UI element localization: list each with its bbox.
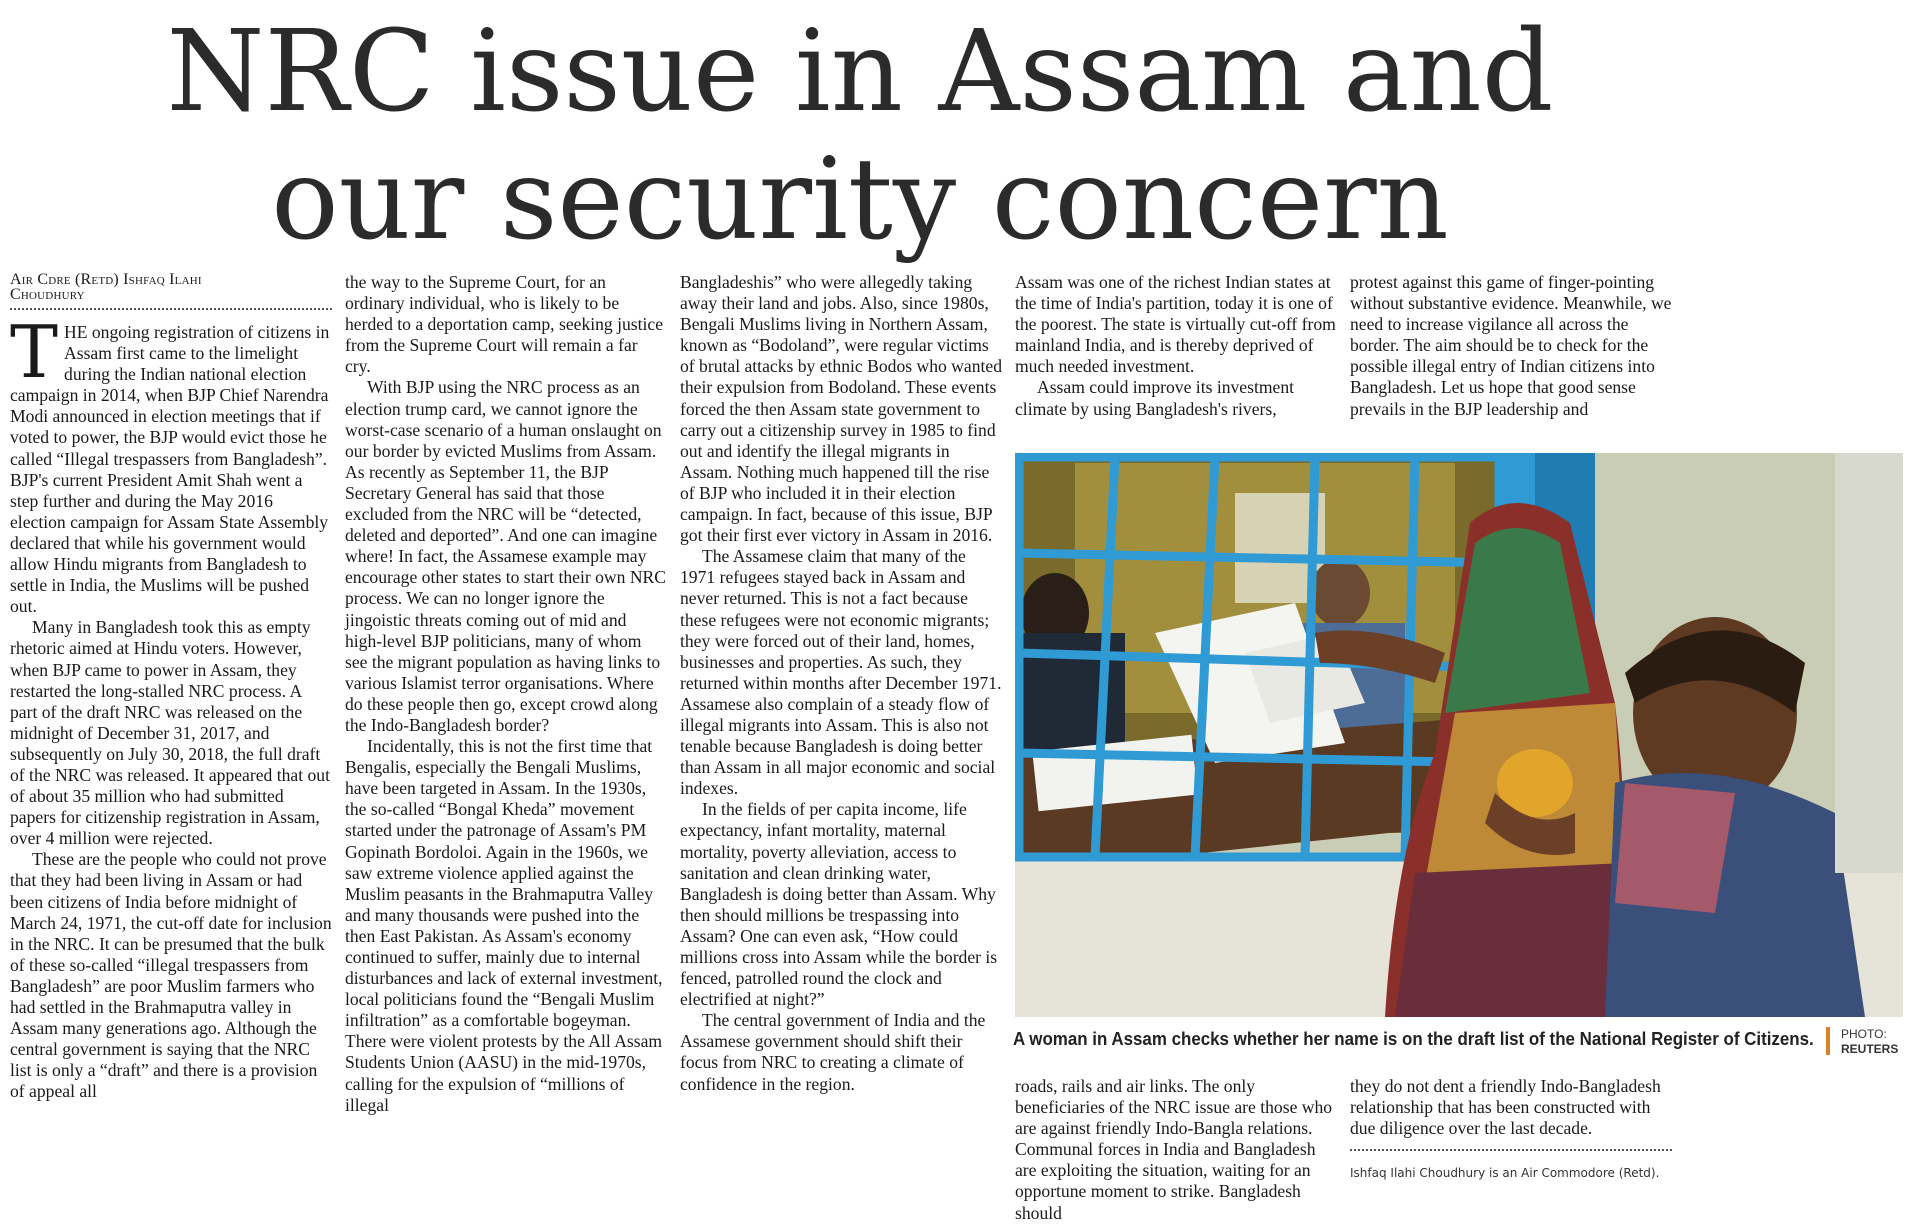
paragraph: In the fields of per capita income, life expectancy, infant mortality, maternal mortality, poverty alleviation, access to sanitation and clean drinking water, Bangladesh is doing better than Assam. Why then should millions be trespassing into Assam? One can even ask, “How could millions cross into Assam while the border is fenced, patrolled round the clock and electrified at night?” — [680, 799, 998, 1010]
paragraph: the way to the Supreme Court, for an ordinary individual, who is likely to be herded to a deportation camp, seeking justice from the Supreme Court will remain a far cry. — [345, 272, 664, 377]
credit-divider — [1826, 1027, 1830, 1055]
paragraph: Bangladeshis” who were allegedly taking away their land and jobs. Also, since 1980s, Bengali Muslims living in Northern Assam, known as “Bodoland”, were regular victims of brutal attacks by ethnic Bodos who wanted their expulsion from Bodoland. These events forced the then Assam state government to carry out a citizenship survey in 1985 to find out and identify the illegal migrants in Assam. Nothing much happened till the rise of BJP who included it in their election campaign. In fact, because of this issue, BJP got their first ever victory in Assam in 2016. — [680, 272, 1002, 546]
news-photo — [1015, 453, 1903, 1017]
photo-credit-label: PHOTO: — [1841, 1027, 1887, 1041]
article-column-1 — [10, 272, 332, 1102]
paragraph: Incidentally, this is not the first time that Bengalis, especially the Bengali Muslims, have been targeted in Assam. In the 1930s, the so-called “Bongal Kheda” movement started under the patronage of Assam's PM Gopinath Bordoloi. Again in the 1960s, we saw extreme violence applied against the Muslim peasants in the Brahmaputra Valley and many thousands were pushed into the then East Pakistan. As Assam's economy continued to suffer, mainly due to internal disturbances and lack of external investment, local politicians found the “Bengali Muslim infiltration” as a comfortable bogeyman. There were violent protests by the All Assam Students Union (AASU) in the mid-1970s, calling for the expulsion of “millions of illegal — [345, 736, 663, 1115]
headline — [0, 8, 1720, 264]
article-column-5 — [1350, 272, 1672, 420]
author-note: Ishfaq Ilahi Choudhury is an Air Commodore (Retd). — [1350, 1166, 1660, 1181]
paragraph: The central government of India and the Assamese government should shift their focus from NRC to creating a climate of confidence in the region. — [680, 1010, 986, 1094]
article-column-4 — [1015, 272, 1337, 420]
headline-line-1: NRC issue in Assam and — [166, 7, 1554, 137]
paragraph: protest against this game of finger-pointing without substantive evidence. Meanwhile, we need to increase vigilance all across the border. The aim should be to check for the possible illegal entry of Indian citizens into Bangladesh. Let us hope that good sense prevails in the BJP leadership and — [1350, 272, 1672, 419]
paragraph: Many in Bangladesh took this as empty rhetoric aimed at Hindu voters. However, when BJP came to power in Assam, they restarted the long-stalled NRC process. A part of the draft NRC was released on the midnight of December 31, 2017, and subsequently on July 30, 2018, the full draft of the NRC was released. It appeared that out of about 35 million who had submitted papers for citizenship registration in Assam, over 4 million were rejected. — [10, 617, 330, 849]
article-column-3 — [680, 272, 1002, 1095]
photo-caption: A woman in Assam checks whether her name is on the draft list of the National Register of Citizens. — [1013, 1029, 1814, 1049]
drop-cap: T — [10, 310, 59, 394]
paragraph: These are the people who could not prove that they had been living in Assam or had been citizens of India before midnight of March 24, 1971, the cut-off date for inclusion in the NRC. It can be presumed that the bulk of these so-called “illegal trespassers from Bangladesh” are poor Muslim farmers who had settled in the Brahmaputra valley in Assam many generations ago. Although the central government is saying that the NRC list is only a “draft” and there is a provision of appeal all — [10, 849, 332, 1102]
byline — [10, 272, 332, 310]
paragraph: Assam was one of the richest Indian states at the time of India's partition, today it is one of the poorest. The state is virtually cut-off from mainland India, and is thereby deprived of much needed investment. — [1015, 272, 1336, 377]
paragraph-text: HE ongoing registration of citizens in Assam first came to the limelight during the Indian national election campaign in 2014, when BJP Chief Narendra Modi announced in election meetings that if voted to power, the BJP would evict those he called “Illegal trespassers from Bangladesh”. BJP's current President Amit Shah went a step further and during the May 2016 election campaign for Assam State Assembly declared that while his government would allow Hindu migrants from Bangladesh to settle in India, the Muslims will be pushed out. — [10, 322, 330, 617]
photo-credit-source: REUTERS — [1841, 1042, 1899, 1056]
article-column-5-continued — [1350, 1076, 1672, 1181]
byline-line-2: Choudhury — [10, 286, 85, 303]
paragraph: The Assamese claim that many of the 1971 refugees stayed back in Assam and never returned. This is not a fact because these refugees were not economic migrants; they were forced out of their land, homes, businesses and properties. As such, they returned within months after December 1971. Assamese also complain of a steady flow of illegal migrants into Assam. This is also not tenable because Bangladesh is doing better than Assam in all major economic and social indexes. — [680, 546, 1002, 799]
photo-illustration — [1015, 453, 1903, 1017]
paragraph: roads, rails and air links. The only beneficiaries of the NRC issue are those who are against friendly Indo-Bangla relations. Communal forces in India and Bangladesh are exploiting the situation, waiting for an opportune moment to strike. Bangladesh should — [1015, 1076, 1333, 1223]
article-column-4-continued — [1015, 1076, 1337, 1224]
paragraph: With BJP using the NRC process as an election trump card, we cannot ignore the worst-case scenario of a human onslaught on our border by evicted Muslims from Assam. As recently as September 11, the BJP Secretary General has said that those excluded from the NRC will be “detected, deleted and deported”. And one can imagine where! In fact, the Assamese example may encourage other states to start their own NRC process. We can no longer ignore the jingoistic threats coming out of mid and high-level BJP politicians, many of whom see the migrant population as having links to various Islamist terror organisations. Where do these people then go, except crowd along the Indo-Bangladesh border? — [345, 377, 667, 735]
byline-line-1: Air Cdre (Retd) Ishfaq Ilahi — [10, 271, 202, 288]
paragraph: they do not dent a friendly Indo-Bangladesh relationship that has been constructed with due diligence over the last decade. — [1350, 1076, 1661, 1139]
divider — [1350, 1149, 1672, 1151]
photo-credit — [1841, 1027, 1921, 1057]
paragraph: Assam could improve its investment climate by using Bangladesh's rivers, — [1015, 377, 1295, 419]
headline-line-2: our security concern — [271, 135, 1449, 265]
paragraph — [10, 310, 332, 617]
article-column-2 — [345, 272, 667, 1116]
